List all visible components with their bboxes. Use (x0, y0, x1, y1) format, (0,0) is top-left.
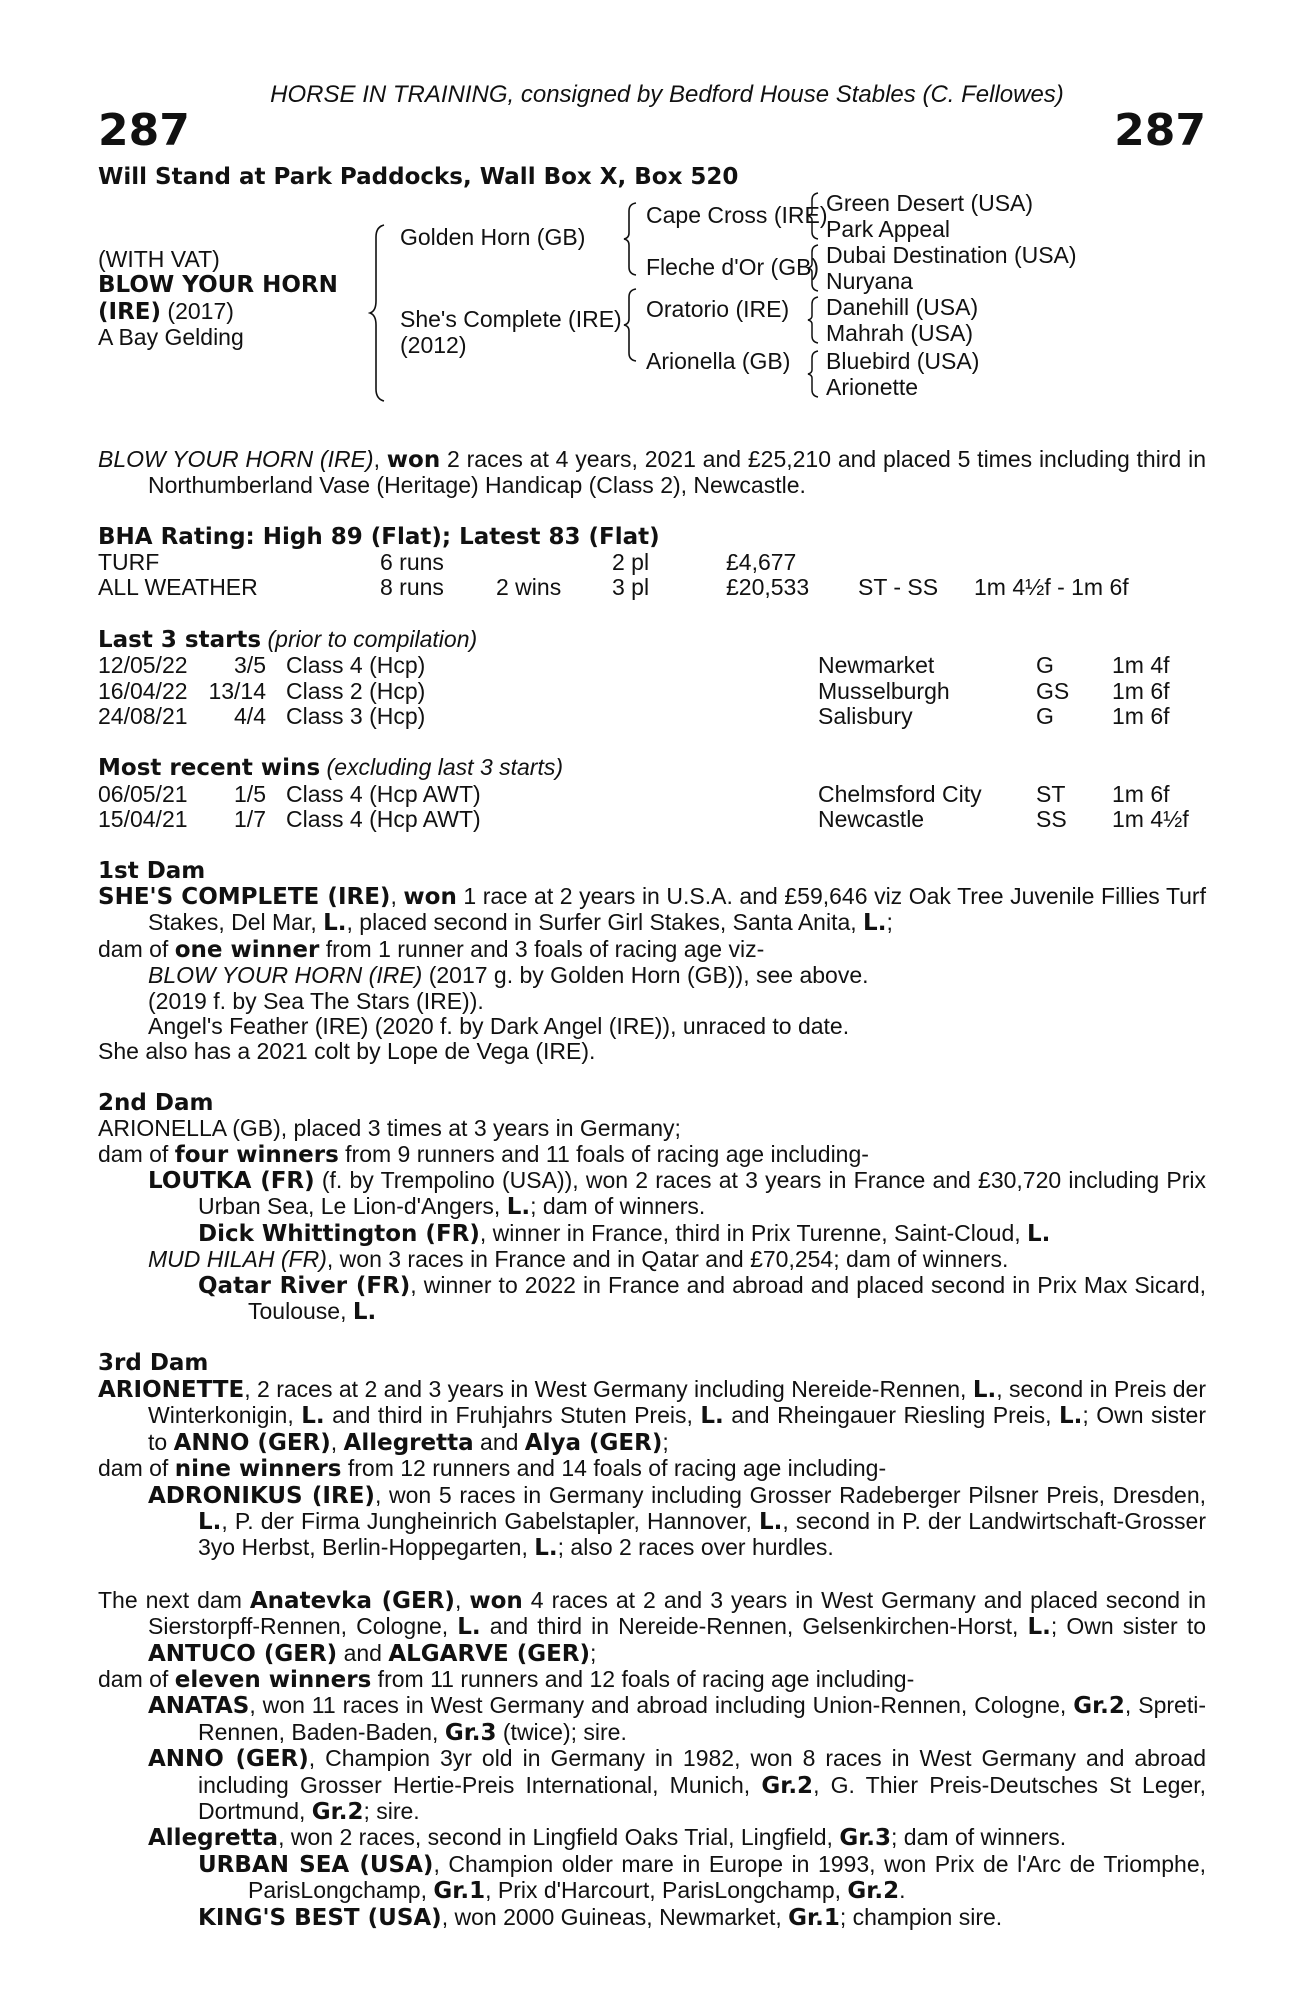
last-start-row (98, 704, 1206, 729)
third-dam-heading: 3rd Dam (98, 1350, 209, 1377)
recent-win-row (98, 807, 1206, 832)
last-start-pos: 4/4 (234, 703, 266, 729)
foal-2017: BLOW YOUR HORN (IRE) (2017 g. by Golden Horn (GB)), see above. (148, 962, 869, 989)
last-start-date: 16/04/22 (98, 677, 188, 704)
stand-location: Will Stand at Park Paddocks, Wall Box X, Box 520 (98, 164, 739, 191)
recent-win-cls: Class 4 (Hcp AWT) (286, 806, 481, 833)
recent-win-cls: Class 4 (Hcp AWT) (286, 780, 481, 807)
first-dam-produce: dam of one winner from 1 runner and 3 foals of racing age viz- (98, 935, 765, 963)
pedigree-brace-dam (622, 287, 642, 363)
race-summary: BLOW YOUR HORN (IRE), won 2 races at 4 years, 2021 and £25,210 and placed 5 times including third in Northumberland Vase (Heritage) Handicap (Class 2), Newcastle. (98, 445, 1206, 499)
last-start-pos: 13/14 (208, 677, 266, 704)
vat-label: (WITH VAT) (98, 245, 220, 272)
last-start-date: 12/05/22 (98, 652, 188, 679)
lot-number-right: 287 (1114, 105, 1206, 157)
lot-number-row (98, 107, 1206, 159)
gen3-8: Arionette (826, 373, 919, 400)
qatar-river-record: Qatar River (FR), winner to 2022 in France and abroad and placed second in Prix Max Sicard, Toulouse, L. (198, 1271, 1207, 1326)
foal-2019: (2019 f. by Sea The Stars (IRE)). (148, 987, 484, 1014)
horse-country-year: (IRE) (2017) (98, 297, 234, 325)
recent-win-course: Chelmsford City (818, 780, 982, 807)
last-start-course: Salisbury (818, 703, 913, 729)
recent-win-dist: 1m 6f (1112, 780, 1170, 807)
last-start-going: GS (1036, 677, 1070, 704)
gen3-3: Dubai Destination (USA) (826, 241, 1077, 268)
last-3-starts-table (98, 653, 1206, 729)
first-dam-record: SHE'S COMPLETE (IRE), won 1 race at 2 years in U.S.A. and £59,646 viz Oak Tree Juvenile Fillies Turf Stakes, Del Mar, L., placed second in Surfer Girl Stakes, Santa Anita, L.; (98, 882, 1206, 937)
foal-2020: Angel's Feather (IRE) (2020 f. by Dark Angel (IRE)), unraced to date. (148, 1013, 850, 1040)
gen3-5: Danehill (USA) (826, 293, 979, 320)
catalogue-page (98, 82, 1206, 1931)
gen3-2: Park Appeal (826, 215, 951, 242)
last-start-dist: 1m 4f (1112, 652, 1170, 679)
recent-win-pos: 1/7 (234, 806, 266, 833)
pedigree-brace-main (368, 223, 392, 403)
last-start-cls: Class 3 (Hcp) (286, 703, 426, 729)
last-start-cls: Class 2 (Hcp) (286, 677, 426, 704)
dam-year: (2012) (400, 331, 467, 358)
mud-hilah-record: MUD HILAH (FR), won 3 races in France and in Qatar and £70,254; dam of winners. (148, 1246, 1009, 1273)
gen3-1: Green Desert (USA) (826, 189, 1034, 216)
last-start-course: Musselburgh (818, 677, 950, 704)
second-dam-produce: dam of four winners from 9 runners and 11 foals of racing age including- (98, 1140, 869, 1168)
recent-win-pos: 1/5 (234, 780, 266, 807)
sire-sire: Cape Cross (IRE) (646, 201, 828, 228)
last-start-cls: Class 4 (Hcp) (286, 652, 426, 679)
recent-win-row (98, 782, 1206, 807)
recent-wins-table (98, 782, 1206, 833)
anatas-record: ANATAS, won 11 races in West Germany and abroad including Union-Rennen, Cologne, Gr.2, Spreti-Rennen, Baden-Baden, Gr.3 (twice); sire. (148, 1692, 1206, 1746)
second-dam-heading: 2nd Dam (98, 1089, 214, 1116)
lot-number-left: 287 (98, 105, 190, 157)
kings-best-record: KING'S BEST (USA), won 2000 Guineas, Newmarket, Gr.1; champion sire. (198, 1903, 1003, 1931)
loutka-record: LOUTKA (FR) (f. by Trempolino (USA)), won 2 races at 3 years in France and £30,720 including Prix Urban Sea, Le Lion-d'Angers, L.; dam of winners. (148, 1167, 1206, 1221)
dam-sire: Oratorio (IRE) (646, 295, 790, 322)
next-dam-record: The next dam Anatevka (GER), won 4 races at 2 and 3 years in West Germany and placed second in Sierstorpff-Rennen, Cologne, L. and third in Nereide-Rennen, Gelsenkirchen-Horst, L.; Own sister to ANTUCO (GER) and ALGARVE (GER); (98, 1586, 1206, 1667)
last-start-pos: 3/5 (234, 652, 266, 679)
horse-description: A Bay Gelding (98, 323, 244, 350)
last-start-going: G (1036, 703, 1054, 729)
adronikus-record: ADRONIKUS (IRE), won 5 races in Germany including Grosser Radeberger Pilsner Preis, Dresden, L., P. der Firma Jungheinrich Gabelstapler, Hannover, L., second in P. der Landwirtschaft-Grosser 3yo Herbst, Berlin-Hoppegarten, L.; also 2 races over hurdles. (148, 1481, 1207, 1562)
last-start-row (98, 653, 1206, 678)
first-dam-heading: 1st Dam (98, 857, 206, 884)
recent-win-dist: 1m 4½f (1112, 806, 1189, 833)
pedigree-brace-sire (622, 201, 642, 277)
last-start-dist: 1m 6f (1112, 703, 1170, 729)
recent-win-date: 15/04/21 (98, 806, 188, 833)
brace-ds (806, 295, 822, 345)
consignment-line: HORSE IN TRAINING, consigned by Bedford House Stables (C. Fellowes) (270, 81, 1064, 108)
gen3-4: Nuryana (826, 267, 913, 294)
horse-name: BLOW YOUR HORN (98, 271, 338, 298)
brace-sd (806, 243, 822, 293)
recent-win-going: SS (1036, 806, 1067, 833)
pedigree-table (98, 189, 1206, 415)
brace-dd (806, 349, 822, 399)
urban-sea-record: URBAN SEA (USA), Champion older mare in Europe in 1993, won Prix de l'Arc de Triomphe, ParisLongchamp, Gr.1, Prix d'Harcourt, ParisLongchamp, Gr.2. (198, 1850, 1207, 1905)
gen3-7: Bluebird (USA) (826, 347, 980, 374)
second-dam-record: ARIONELLA (GB), placed 3 times at 3 years in Germany; (98, 1115, 681, 1142)
brace-ss (806, 191, 822, 241)
third-dam-record: ARIONETTE, 2 races at 2 and 3 years in West Germany including Nereide-Rennen, L., second in Preis der Winterkonigin, L. and third in Fruhjahrs Stuten Preis, L. and Rheingauer Riesling Preis, L.; Own sister to ANNO (GER), Allegretta and Alya (GER); (98, 1375, 1206, 1456)
dam-dam: Arionella (GB) (646, 347, 791, 374)
recent-win-going: ST (1036, 780, 1066, 807)
last-3-starts-heading: Last 3 starts (prior to compilation) (98, 625, 478, 653)
last-start-going: G (1036, 652, 1054, 679)
bha-rating: BHA Rating: High 89 (Flat); Latest 83 (Flat) (98, 523, 660, 550)
all-weather-record: ALL WEATHER 8 runs 2 wins 3 pl £20,533 ST - SS 1m 4½f - 1m 6f (98, 574, 1129, 601)
foal-2021: She also has a 2021 colt by Lope de Vega (IRE). (98, 1038, 596, 1065)
sire-dam: Fleche d'Or (GB) (646, 253, 820, 280)
turf-record: TURF 6 runs 2 pl £4,677 (98, 549, 797, 576)
last-start-date: 24/08/21 (98, 703, 188, 729)
sire: Golden Horn (GB) (400, 223, 586, 250)
recent-win-date: 06/05/21 (98, 780, 188, 807)
next-dam-produce: dam of eleven winners from 11 runners and 12 foals of racing age including- (98, 1665, 915, 1693)
last-start-course: Newmarket (818, 652, 935, 679)
recent-win-course: Newcastle (818, 806, 925, 833)
last-start-row (98, 679, 1206, 704)
gen3-6: Mahrah (USA) (826, 319, 973, 346)
allegretta-record: Allegretta, won 2 races, second in Lingfield Oaks Trial, Lingfield, Gr.3; dam of winners. (148, 1824, 1067, 1852)
recent-wins-heading: Most recent wins (excluding last 3 starts) (98, 754, 564, 782)
last-start-dist: 1m 6f (1112, 677, 1170, 704)
third-dam-produce: dam of nine winners from 12 runners and 14 foals of racing age including- (98, 1455, 887, 1483)
dick-whittington-record: Dick Whittington (FR), winner in France, third in Prix Turenne, Saint-Cloud, L. (198, 1219, 1051, 1247)
anno-record: ANNO (GER), Champion 3yr old in Germany in 1982, won 8 races in West Germany and abroad including Grosser Hertie-Preis International, Munich, Gr.2, G. Thier Preis-Deutsches St Leger, Dortmund, Gr.2; sire. (148, 1745, 1206, 1825)
dam: She's Complete (IRE) (400, 305, 622, 332)
